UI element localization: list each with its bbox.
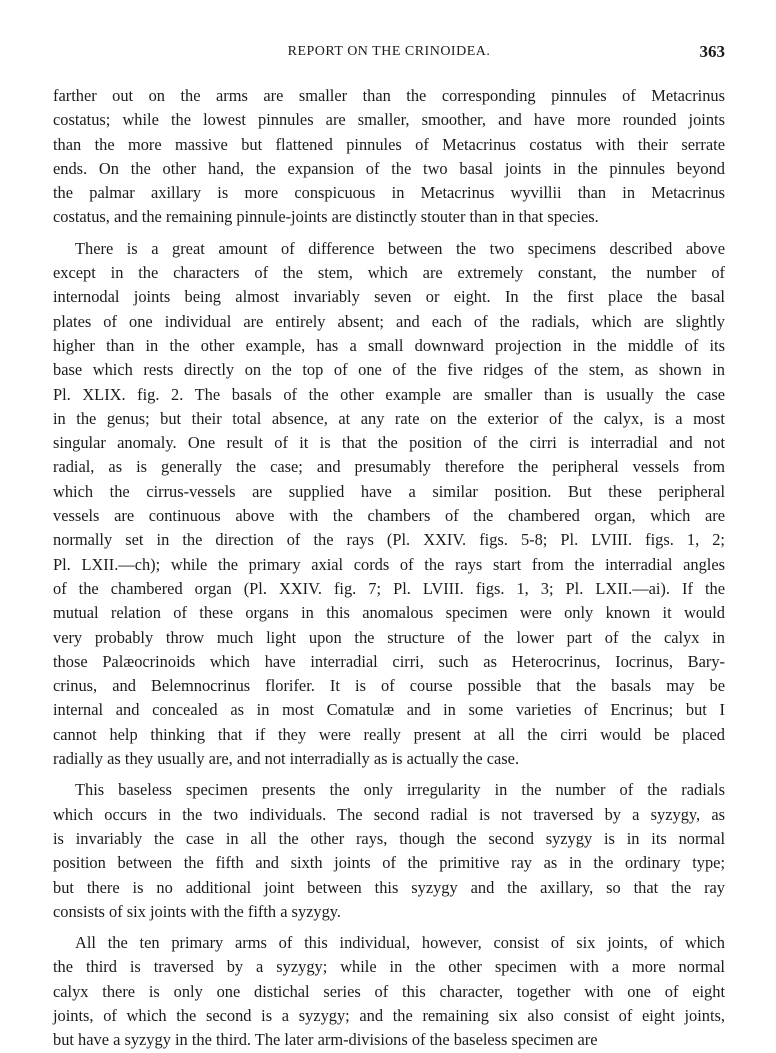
body-text [53,84,725,1053]
text-line: which the cirrus-vessels are supplied have a similar position. But these peripheral [53,481,725,501]
text-line: base which rests directly on the top of one of the five ridges of the stem, as shown in [53,360,725,380]
text-line: the palmar axillary is more conspicuous in Metacrinus wyvillii than in Metacrinus [53,183,725,203]
text-line: radial, as is generally the case; and presumably therefore the peripheral vessels from [53,457,725,477]
text-line: plates of one individual are entirely absent; and each of the radials, which are slightly [53,311,725,331]
text-line: the third is traversed by a syzygy; while in the other specimen with a more normal [53,957,725,977]
text-line: but have a syzygy in the third. The later arm-divisions of the baseless specimen are [53,1030,598,1050]
text-line: costatus, and the remaining pinnule-joints are distinctly stouter than in that species. [53,207,599,227]
text-line: which occurs in the two individuals. The second radial is not traversed by a syzygy, as [53,804,725,824]
text-line: radially as they usually are, and not interradially as is actually the case. [53,749,520,769]
text-line: position between the fifth and sixth joints of the primitive ray as in the ordinary type; [53,853,725,873]
text-line: This baseless specimen presents the only irregularity in the number of the radials [75,780,725,800]
page-number: 363 [699,42,725,61]
text-line: All the ten primary arms of this individual, however, consist of six joints, of which [75,933,725,953]
paragraph-3 [53,778,725,924]
text-line: internal and concealed as in most Comatulæ and in some varieties of Encrinus; but I [53,700,725,720]
text-line: of the chambered organ (Pl. XXIV. fig. 7; Pl. LVIII. figs. 1, 3; Pl. LXII.—ai). If the [53,578,725,598]
text-line: except in the characters of the stem, which are extremely constant, the number of [53,263,725,283]
page-header [53,44,725,66]
paragraph-2 [53,237,725,772]
text-line: costatus; while the lowest pinnules are smaller, smoother, and have more rounded joints [53,110,725,130]
text-line: mutual relation of these organs in this anomalous specimen were only known it would [53,603,725,623]
text-line: but there is no additional joint between this syzygy and the axillary, so that the ray [53,877,725,897]
paragraph-4 [53,931,725,1052]
text-line: cannot help thinking that if they were really present at all the cirri would be placed [53,724,725,744]
text-line: joints, of which the second is a syzygy; and the remaining six also consist of eight joints, [53,1005,725,1025]
text-line: Pl. LXII.—ch); while the primary axial cords of the rays start from the interradial angles [53,554,725,574]
text-line: internodal joints being almost invariably seven or eight. In the first place the basal [53,287,725,307]
text-line: is invariably the case in all the other rays, though the second syzygy is in its normal [53,828,725,848]
text-line: vessels are continuous above with the chambers of the chambered organ, which are [53,506,725,526]
text-line: consists of six joints with the fifth a syzygy. [53,901,342,921]
text-line: Pl. XLIX. fig. 2. The basals of the other example are smaller than is usually the case [53,384,725,404]
text-line: than the more massive but flattened pinnules of Metacrinus costatus with their serrate [53,134,725,154]
text-line: singular anomaly. One result of it is that the position of the cirri is interradial and not [53,433,725,453]
paragraph-1 [53,84,725,230]
text-line: very probably throw much light upon the structure of the lower part of the calyx in [53,627,725,647]
text-line: calyx there is only one distichal series of this character, together with one of eight [53,981,725,1001]
text-line: crinus, and Belemnocrinus florifer. It is of course possible that the basals may be [53,676,725,696]
running-title: REPORT ON THE CRINOIDEA. [287,44,491,59]
text-line: normally set in the direction of the rays (Pl. XXIV. figs. 5-8; Pl. LVIII. figs. 1, 2; [53,530,725,550]
text-line: ends. On the other hand, the expansion of the two basal joints in the pinnules beyond [53,158,725,178]
text-line: in the genus; but their total absence, at any rate on the exterior of the calyx, is a most [53,408,725,428]
text-line: There is a great amount of difference between the two specimens described above [75,238,725,258]
text-line: farther out on the arms are smaller than the corresponding pinnules of Metacrinus [53,86,725,105]
text-line: higher than in the other example, has a small downward projection in the middle of its [53,335,725,355]
text-line: those Palæocrinoids which have interradial cirri, such as Heterocrinus, Iocrinus, Bary- [53,651,725,671]
